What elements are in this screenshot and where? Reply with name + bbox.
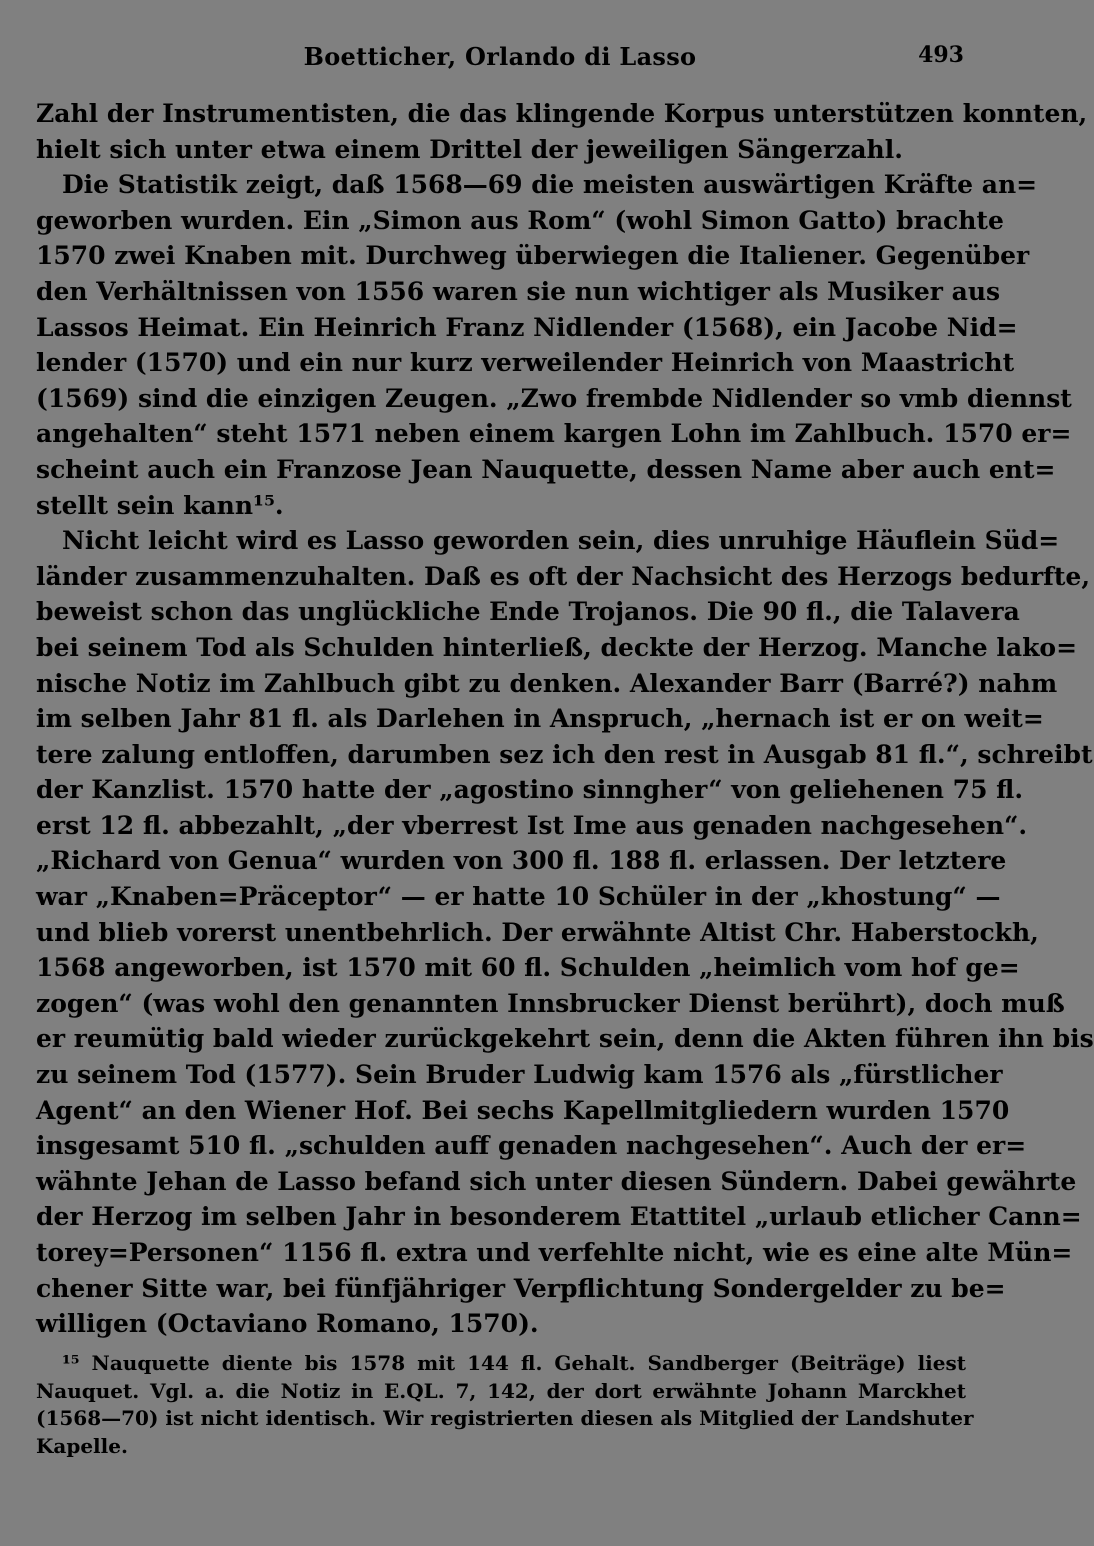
text-line: bei seinem Tod als Schulden hinterließ, deckte der Herzog. Manche lako= [36,632,1078,662]
text-line: Lassos Heimat. Ein Heinrich Franz Nidlender (1568), ein Jacobe Nid= [36,312,1018,342]
text-line: angehalten“ steht 1571 neben einem kargen Lohn im Zahlbuch. 1570 er= [36,419,1072,449]
text-line: der Kanzlist. 1570 hatte der „agostino sinngher“ von geliehenen 75 fl. [36,775,1024,805]
text-line: länder zusammenzuhalten. Daß es oft der Nachsicht des Herzogs bedurfte, [36,561,1091,591]
text-line: Die Statistik zeigt, daß 1568—69 die meisten auswärtigen Kräfte an= [62,170,1038,200]
text-line: erst 12 fl. abbezahlt, „der vberrest Ist Ime aus genaden nachgesehen“. [36,810,1028,840]
footnote-line: Nauquet. Vgl. a. die Notiz in E.QL. 7, 142, der dort erwähnte Johann Marckhet [36,1378,966,1403]
text-line: im selben Jahr 81 fl. als Darlehen in Anspruch, „hernach ist er on weit= [36,704,1044,734]
running-title: Boetticher, Orlando di Lasso [303,42,697,71]
text-line: Agent“ an den Wiener Hof. Bei sechs Kapellmitgliedern wurden 1570 [36,1095,1010,1125]
text-line: willigen (Octaviano Romano, 1570). [36,1309,539,1339]
footnote [36,1350,974,1460]
text-line: Nicht leicht wird es Lasso geworden sein, dies unruhige Häuflein Süd= [62,526,1060,556]
footnote-line: Kapelle. [36,1433,128,1458]
text-line: (1569) sind die einzigen Zeugen. „Zwo frembde Nidlender so vmb diennst [36,383,1072,413]
page-header [36,42,964,82]
text-line: zogen“ (was wohl den genannten Innsbrucker Dienst berührt), doch muß [36,988,1065,1018]
text-line: den Verhältnissen von 1556 waren sie nun wichtiger als Musiker aus [36,276,1001,306]
text-line: lender (1570) und ein nur kurz verweilender Heinrich von Maastricht [36,348,1015,378]
text-line: „Richard von Genua“ wurden von 300 fl. 188 fl. erlassen. Der letztere [36,846,1007,876]
text-line: chener Sitte war, bei fünfjähriger Verpflichtung Sondergelder zu be= [36,1273,1006,1303]
body-text [36,96,1094,1342]
text-line: war „Knaben=Präceptor“ — er hatte 10 Schüler in der „khostung“ — [36,882,1001,912]
footnote-line: (1568—70) ist nicht identisch. Wir registrierten diesen als Mitglied der Landshuter [36,1406,974,1430]
text-line: 1568 angeworben, ist 1570 mit 60 fl. Schulden „heimlich vom hof ge= [36,953,1020,983]
text-line: geworben wurden. Ein „Simon aus Rom“ (wohl Simon Gatto) brachte [36,205,1004,235]
text-line: torey=Personen“ 1156 fl. extra und verfehlte nicht, wie es eine alte Mün= [36,1238,1073,1267]
text-line: stellt sein kann¹⁵. [36,490,284,520]
text-line: und blieb vorerst unentbehrlich. Der erwähnte Altist Chr. Haberstockh, [36,917,1039,947]
text-line: er reumütig bald wieder zurückgekehrt sein, denn die Akten führen ihn bis [36,1024,1094,1054]
text-line: der Herzog im selben Jahr in besonderem Etattitel „urlaub etlicher Cann= [36,1202,1082,1232]
text-line: tere zalung entloffen, darumben sez ich den rest in Ausgab 81 fl.“, schreibt [36,739,1093,769]
text-line: Zahl der Instrumentisten, die das klingende Korpus unterstützen konnten, [36,99,1088,128]
text-line: wähnte Jehan de Lasso befand sich unter diesen Sündern. Dabei gewährte [36,1166,1077,1196]
footnote-line: ¹⁵ Nauquette diente bis 1578 mit 144 fl. Gehalt. Sandberger (Beiträge) liest [62,1351,966,1375]
text-line: zu seinem Tod (1577). Sein Bruder Ludwig kam 1576 als „fürstlicher [36,1060,1003,1090]
text-line: insgesamt 510 fl. „schulden auff genaden nachgesehen“. Auch der er= [36,1131,1027,1161]
text-line: hielt sich unter etwa einem Drittel der jeweiligen Sängerzahl. [36,134,903,164]
text-line: scheint auch ein Franzose Jean Nauquette, dessen Name aber auch ent= [36,454,1056,484]
text-line: beweist schon das unglückliche Ende Trojanos. Die 90 fl., die Talavera [36,597,1020,627]
text-line: 1570 zwei Knaben mit. Durchweg überwiegen die Italiener. Gegenüber [36,241,1030,271]
text-line: nische Notiz im Zahlbuch gibt zu denken. Alexander Barr (Barré?) nahm [36,668,1058,698]
page-number: 493 [918,42,964,68]
